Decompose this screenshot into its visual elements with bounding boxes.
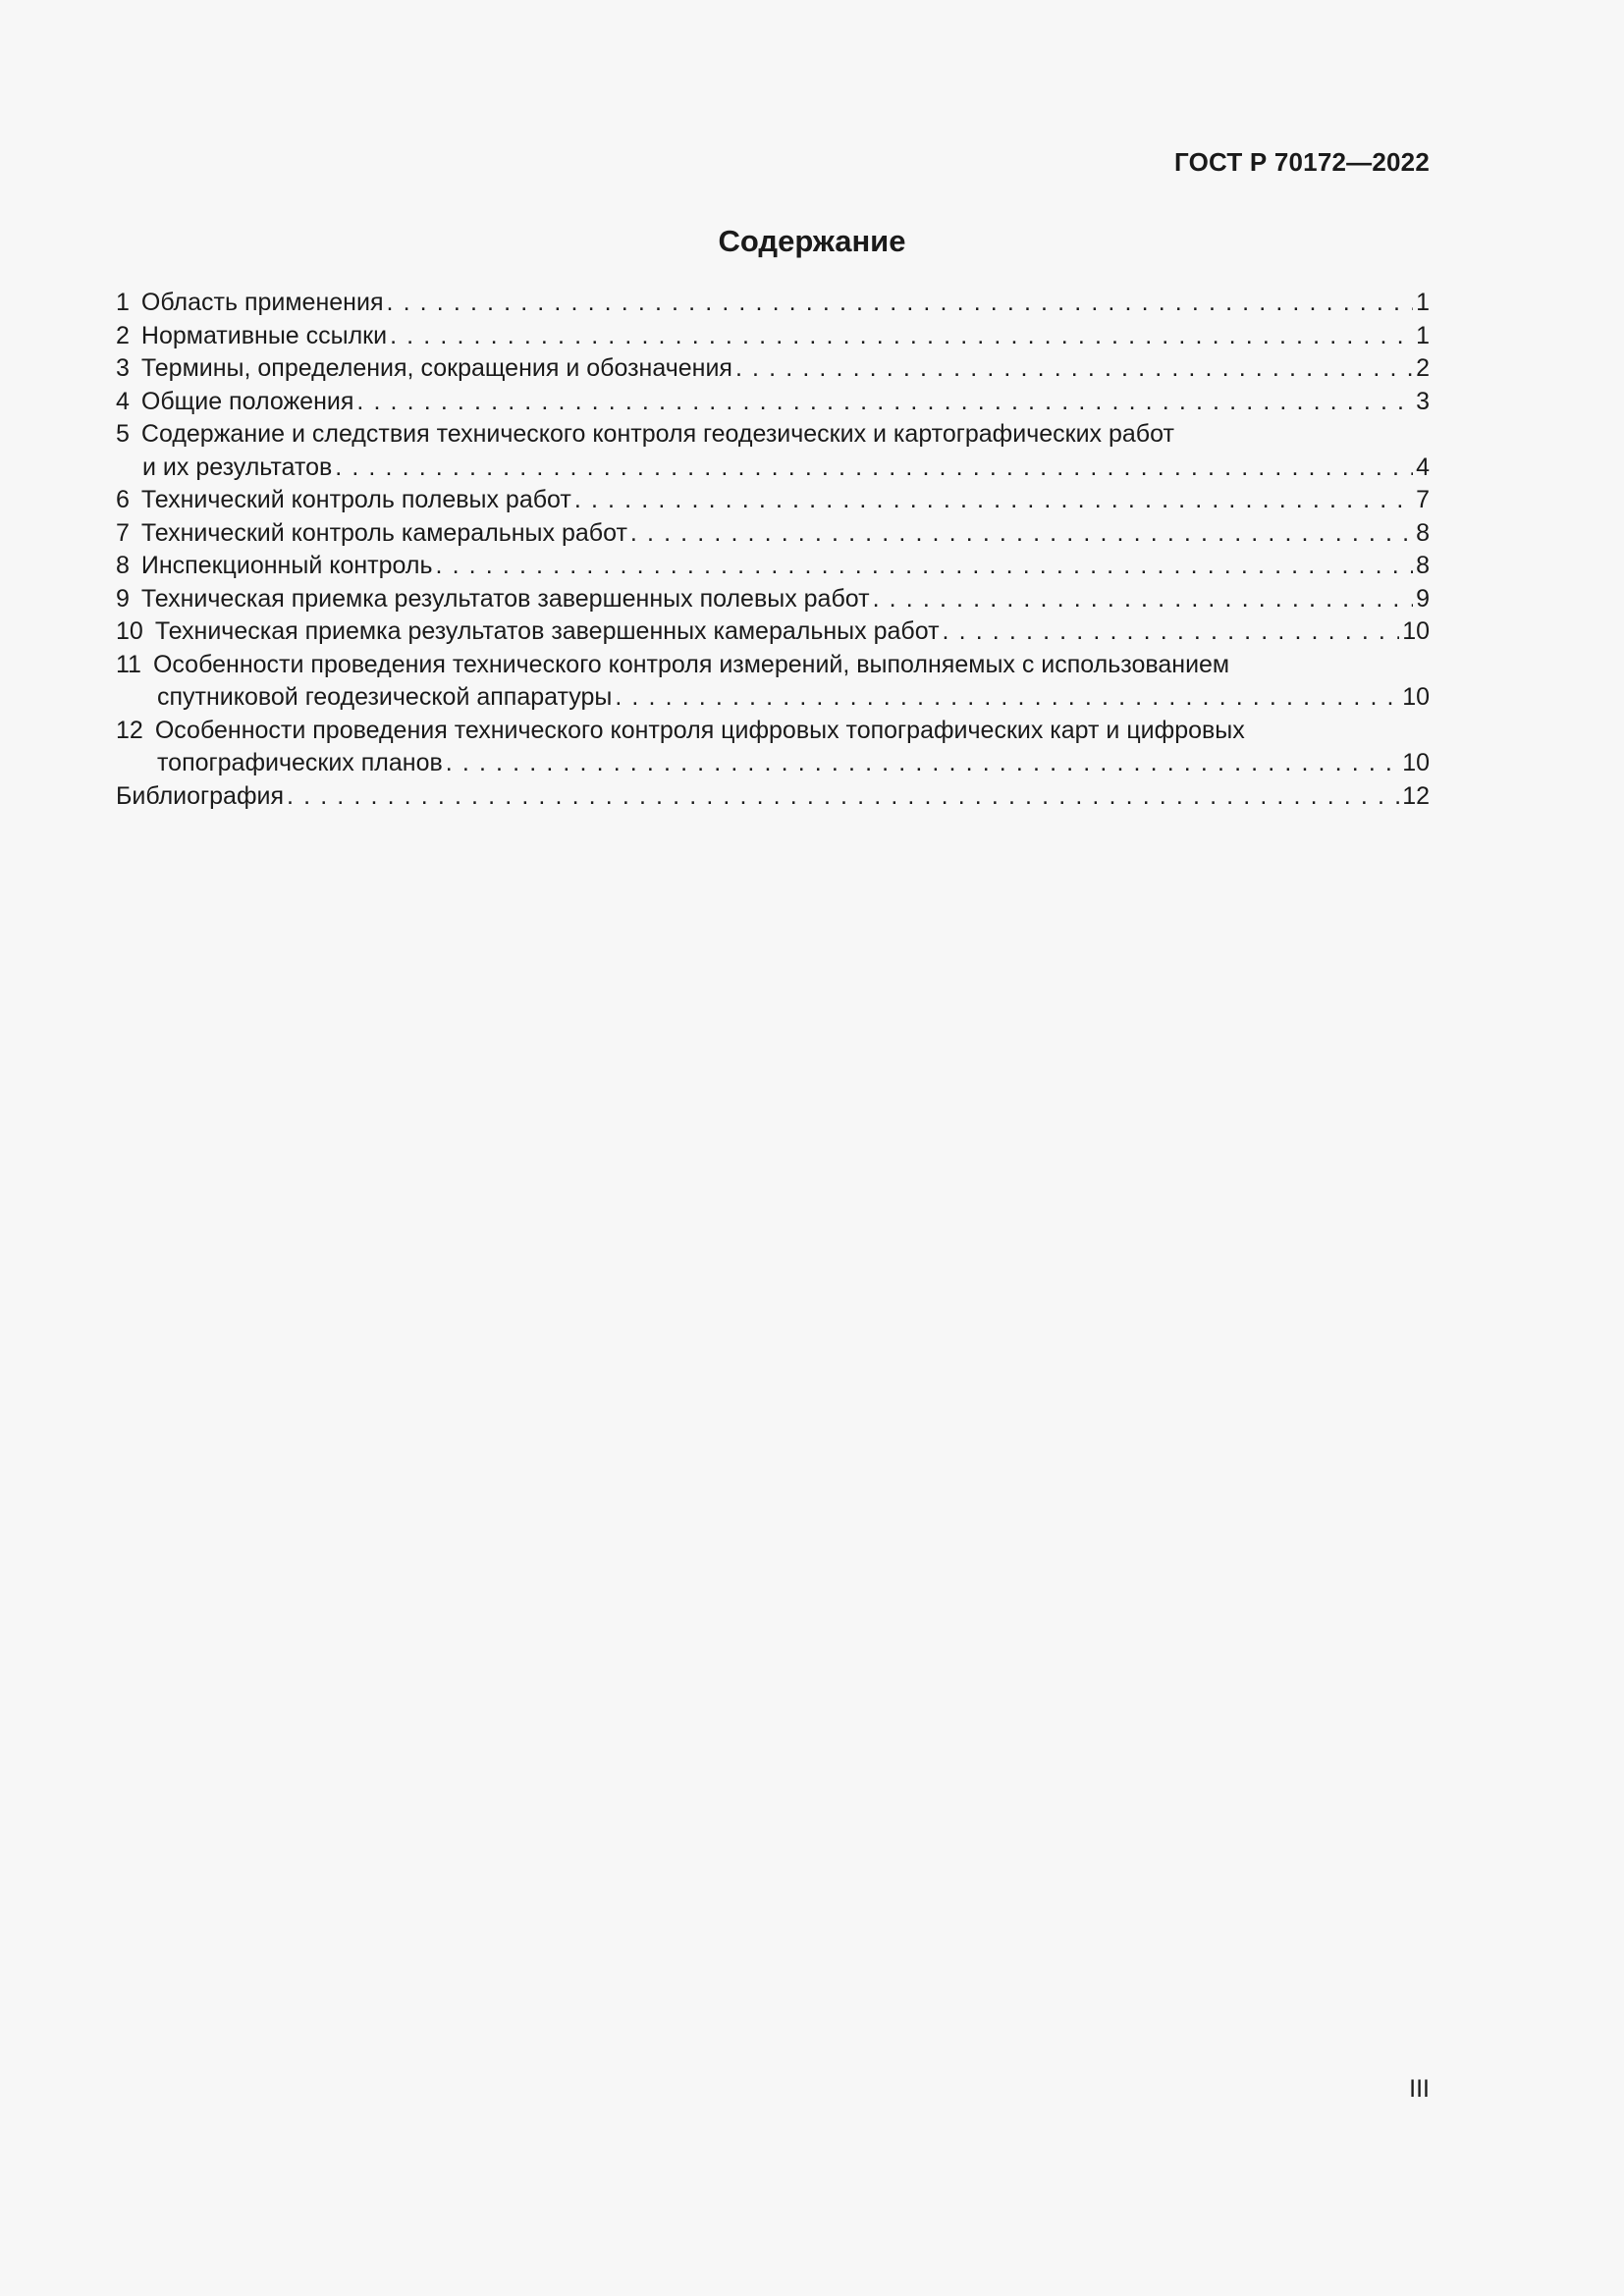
- toc-entry-page: 4: [1416, 453, 1430, 481]
- toc-dot-leader: [356, 386, 1413, 419]
- toc-entry-title-continuation: и их результатов: [142, 453, 333, 481]
- toc-entry-number: 8: [116, 552, 130, 579]
- toc-entry-title: Область применения: [140, 289, 384, 316]
- toc-entry-page: 1: [1416, 289, 1430, 316]
- toc-entry-number: 9: [116, 584, 130, 613]
- document-code: ГОСТ Р 70172—2022: [1174, 147, 1430, 177]
- toc-entry-number: 11: [116, 650, 141, 678]
- toc-entry-number: 6: [116, 486, 130, 513]
- toc-entry-title-continuation: топографических планов: [157, 749, 443, 776]
- toc-entry[interactable]: [116, 320, 1430, 353]
- toc-entry-title: Техническая приемка результатов завершенных полевых работ: [140, 584, 870, 613]
- toc-entry[interactable]: [116, 715, 1430, 780]
- toc-entry-page: 3: [1416, 387, 1430, 415]
- toc-entry-title: Нормативные ссылки: [140, 321, 388, 349]
- toc-entry-bibliography[interactable]: [116, 780, 1430, 814]
- toc-dot-leader: [386, 287, 1413, 320]
- toc-dot-leader: [287, 780, 1399, 814]
- toc-entry[interactable]: [116, 583, 1430, 616]
- toc-entry[interactable]: [116, 386, 1430, 419]
- toc-entry-number: 1: [116, 289, 130, 316]
- toc-dot-leader: [574, 484, 1413, 517]
- toc-entry-number: 5: [116, 420, 130, 448]
- toc-entry-number: 3: [116, 354, 130, 382]
- toc-entry-title: Инспекционный контроль: [140, 552, 433, 579]
- toc-entry[interactable]: [116, 649, 1430, 715]
- toc-entry-title: Технический контроль полевых работ: [140, 486, 571, 513]
- toc-entry-page: 10: [1402, 683, 1430, 711]
- toc-dot-leader: [735, 352, 1413, 386]
- toc-dot-leader: [335, 452, 1413, 485]
- toc-entry-title: Технический контроль камеральных работ: [140, 518, 627, 547]
- toc-entry-title: Особенности проведения технического контроля измерений, выполняемых с использованием: [152, 650, 1230, 678]
- toc-title: Содержание: [718, 224, 906, 258]
- toc-entry[interactable]: [116, 352, 1430, 386]
- toc-entry-number: 7: [116, 518, 130, 547]
- toc-entry-page: 1: [1416, 321, 1430, 349]
- toc-entry-page: 2: [1416, 354, 1430, 382]
- toc-entry-page: 8: [1416, 552, 1430, 579]
- toc-entry-title: Содержание и следствия технического контроля геодезических и картографических работ: [140, 420, 1174, 448]
- toc-entry-page: 7: [1416, 486, 1430, 513]
- toc-entry-page: 9: [1416, 584, 1430, 613]
- toc-dot-leader: [436, 550, 1414, 583]
- toc-entry[interactable]: [116, 484, 1430, 517]
- toc-entry-page: 10: [1402, 617, 1430, 645]
- page-number: III: [1409, 2075, 1430, 2103]
- toc-dot-leader: [630, 517, 1413, 551]
- toc-entry-title-continuation: спутниковой геодезической аппаратуры: [157, 683, 613, 711]
- toc-entry-page: 8: [1416, 518, 1430, 547]
- toc-entry-number: 2: [116, 321, 130, 349]
- toc-entry-number: 12: [116, 716, 143, 744]
- toc-dot-leader: [943, 615, 1400, 649]
- toc-dot-leader: [390, 320, 1413, 353]
- toc-entry-title: Особенности проведения технического контроля цифровых топографических карт и цифровых: [154, 716, 1245, 744]
- toc-dot-leader: [615, 681, 1399, 715]
- toc-entry-page: 10: [1402, 749, 1430, 776]
- toc-entry[interactable]: [116, 418, 1430, 484]
- toc-entry[interactable]: [116, 615, 1430, 649]
- toc-entry-title: Техническая приемка результатов завершенных камеральных работ: [154, 617, 940, 645]
- toc-entry-title: Термины, определения, сокращения и обозначения: [140, 354, 732, 382]
- toc-dot-leader: [873, 583, 1414, 616]
- toc-entry-page: 12: [1402, 781, 1430, 810]
- toc-entry-title: Библиография: [116, 781, 285, 810]
- toc-entry[interactable]: [116, 287, 1430, 320]
- toc-entry-number: 4: [116, 387, 130, 415]
- toc-dot-leader: [446, 747, 1399, 780]
- toc-entry-title: Общие положения: [140, 387, 354, 415]
- toc-entry-number: 10: [116, 617, 143, 645]
- toc-entry[interactable]: [116, 517, 1430, 551]
- table-of-contents: [116, 287, 1430, 813]
- toc-entry[interactable]: [116, 550, 1430, 583]
